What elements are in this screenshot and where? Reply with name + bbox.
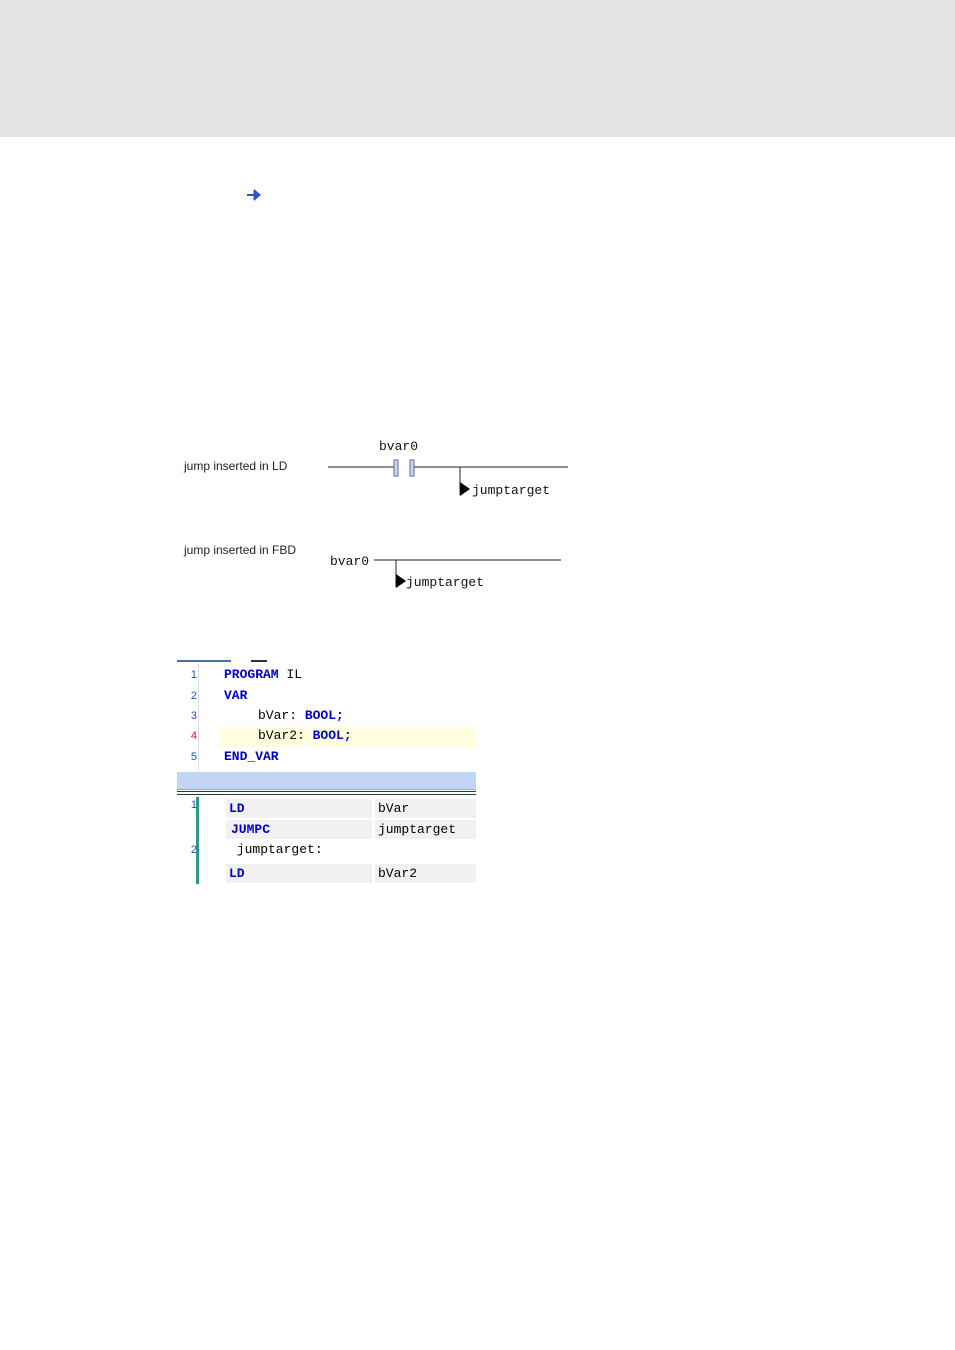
decl-line-3 — [177, 707, 476, 727]
il-jump-label: jumptarget: — [229, 842, 323, 857]
ld-contact-variable: bvar0 — [379, 439, 419, 454]
il-separator — [177, 791, 476, 792]
decl-line-5 — [177, 748, 476, 768]
il-operand-cell[interactable] — [375, 820, 476, 839]
il-operator-cell[interactable] — [226, 799, 372, 818]
line-number: 2 — [190, 690, 197, 702]
il-operand: bVar — [378, 801, 410, 816]
editor-tab-indicator-2 — [251, 660, 267, 662]
network-number: 1 — [190, 799, 197, 811]
il-operator: LD — [229, 866, 245, 881]
keyword: END_VAR — [224, 749, 279, 764]
editor-tab-indicator — [177, 660, 231, 662]
il-operand: jumptarget — [378, 822, 457, 837]
ld-jump-target: jumptarget — [472, 483, 551, 498]
fbd-example-label: jump inserted in FBD — [184, 543, 297, 557]
line-number-current: 4 — [190, 730, 197, 742]
pane-splitter[interactable] — [177, 772, 476, 790]
il-operator: JUMPC — [231, 822, 271, 837]
decl-line-2 — [177, 687, 476, 707]
decl-line-4 — [177, 727, 476, 747]
il-operator-cell[interactable] — [226, 864, 372, 883]
var-name: bVar2: — [258, 728, 305, 743]
program-name: IL — [278, 667, 303, 682]
fbd-jump-arrow — [396, 574, 406, 588]
ld-jump-arrow — [460, 482, 470, 496]
il-separator-2 — [177, 794, 476, 795]
var-type: BOOL; — [304, 708, 344, 723]
il-body-pane[interactable] — [177, 797, 476, 884]
keyword: VAR — [224, 688, 248, 703]
keyword: PROGRAM — [224, 667, 279, 682]
line-number: 5 — [190, 751, 197, 763]
var-type: BOOL; — [312, 728, 352, 743]
arrow-right-icon — [245, 187, 263, 203]
il-operand-cell[interactable] — [375, 864, 476, 883]
il-operator-cell[interactable] — [226, 820, 372, 839]
var-name: bVar: — [258, 708, 298, 723]
line-number: 3 — [190, 710, 197, 722]
ld-contact-left-bar — [394, 460, 398, 476]
declaration-pane[interactable] — [177, 663, 476, 771]
line-number: 1 — [190, 669, 197, 681]
fbd-jump-target: jumptarget — [406, 575, 485, 590]
fbd-input-variable: bvar0 — [330, 554, 370, 569]
network-number: 2 — [190, 844, 197, 856]
decl-line-1 — [177, 666, 476, 686]
ld-contact-right-bar — [410, 460, 414, 476]
il-editor — [177, 660, 476, 884]
il-operator: LD — [229, 801, 245, 816]
header-band — [0, 0, 955, 137]
il-operand-cell[interactable] — [375, 799, 476, 818]
il-operand: bVar2 — [378, 866, 418, 881]
ld-example-label: jump inserted in LD — [184, 459, 288, 473]
